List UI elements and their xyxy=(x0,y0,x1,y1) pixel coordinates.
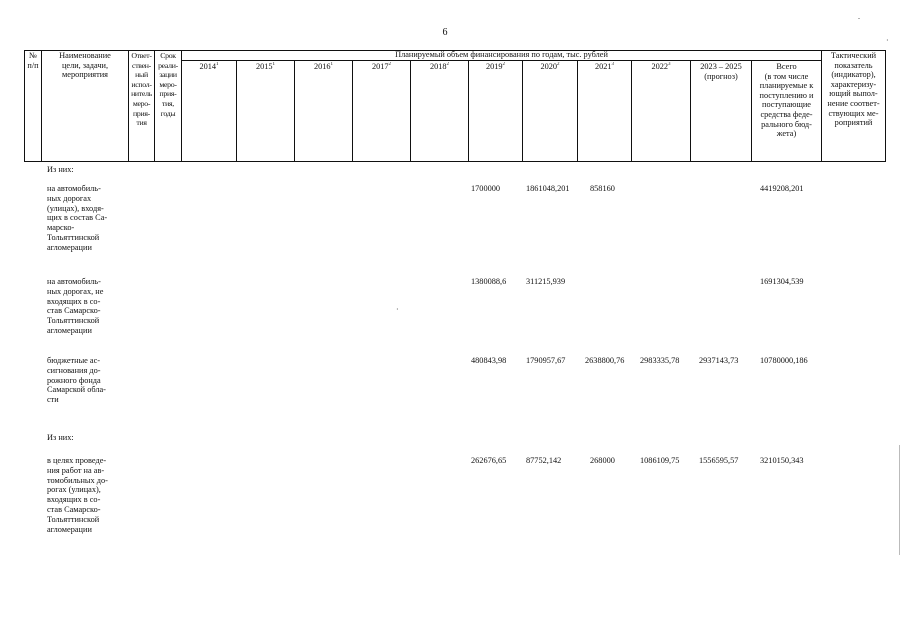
row-label-road-fund-allocations: бюджетные ас- сигнования до- рожного фонда Самарской обла- сти xyxy=(47,356,106,405)
planned-funding-header: Планируемый объем финансирования по годам, тыс. рублей xyxy=(395,50,608,59)
value-forecast: 1556595,57 xyxy=(699,456,739,465)
col-name-header: Наименование цели, задачи, мероприятия xyxy=(59,51,111,80)
value-total: 4419208,201 xyxy=(760,184,804,193)
value-total: 1691304,539 xyxy=(760,277,804,286)
col-term-header: Срок реали- зации меро- прия- тия, годы xyxy=(158,51,178,118)
value-2021: 858160 xyxy=(590,184,615,193)
col-year-2018: 2018$^2$ xyxy=(429,62,450,71)
value-2021: 2638800,76 xyxy=(585,356,625,365)
value-total: 10780000,186 xyxy=(760,356,808,365)
value-2021: 268000 xyxy=(590,456,615,465)
scan-speck: · xyxy=(396,305,399,314)
value-forecast: 2937143,73 xyxy=(699,356,739,365)
col-year-2014: 2014$^1$ xyxy=(199,62,219,71)
table-header xyxy=(24,50,886,162)
scan-edge-mark xyxy=(899,445,900,555)
col-year-2022: 2022$^3$ xyxy=(651,62,671,71)
scan-speck: . xyxy=(858,12,860,21)
value-2022: 1086109,75 xyxy=(640,456,680,465)
value-2020: 1861048,201 xyxy=(526,184,570,193)
col-indicator-header: Тактический показатель (индикатор), характеризу- ющий выпол- нение соответ- ствующих ме- роприятий xyxy=(827,51,880,128)
col-year-2021: 2021$^3$ xyxy=(594,62,615,71)
row-label-agglomeration-works: в целях проведе- ния работ на ав- томобильных до- рогах (улицах), входящих в со- став Самарско- Тольяттинской агломерации xyxy=(47,456,108,534)
value-2019: 1380088,6 xyxy=(471,277,507,286)
col-year-2017: 2017$^2$ xyxy=(371,62,392,71)
value-2020: 1790957,67 xyxy=(526,356,566,365)
col-total-header: Всего (в том числе планируемые к поступлению и поступающие средства феде- рального бюд- жета) xyxy=(759,62,814,139)
row-label-of-them: Из них: xyxy=(47,165,74,174)
col-responsible-header: Ответ- ствен- ный испол- нитель меро- прия- тия xyxy=(131,51,152,128)
col-forecast-header: 2023 – 2025 (прогноз) xyxy=(700,62,742,81)
value-2019: 1700000 xyxy=(471,184,501,193)
col-year-2015: 2015$^1$ xyxy=(255,62,276,71)
row-label-of-them: Из них: xyxy=(47,433,74,442)
value-2019: 262676,65 xyxy=(471,456,507,465)
col-year-2020: 2020$^2$ xyxy=(540,62,560,71)
col-year-2016: 2016$^1$ xyxy=(313,62,334,71)
value-2022: 2983335,78 xyxy=(640,356,680,365)
value-total: 3210150,343 xyxy=(760,456,804,465)
col-num-header: № п/п xyxy=(27,51,39,70)
planned-underline xyxy=(181,60,821,61)
value-2019: 480843,98 xyxy=(471,356,507,365)
col-year-2019: 2019$^2$ xyxy=(485,62,506,71)
value-2020: 87752,142 xyxy=(526,456,562,465)
row-label-agglomeration-roads: на автомобиль- ных дорогах (улицах), входя- щих в состав Са- марско- Тольяттинской агломерации xyxy=(47,184,108,252)
scan-speck: · xyxy=(886,36,889,45)
value-2020: 311215,939 xyxy=(526,277,566,286)
row-label-non-agglomeration-roads: на автомобиль- ных дорогах, не входящих в со- став Самарско- Тольяттинской агломерации xyxy=(47,277,104,335)
page-number: 6 xyxy=(442,27,448,38)
